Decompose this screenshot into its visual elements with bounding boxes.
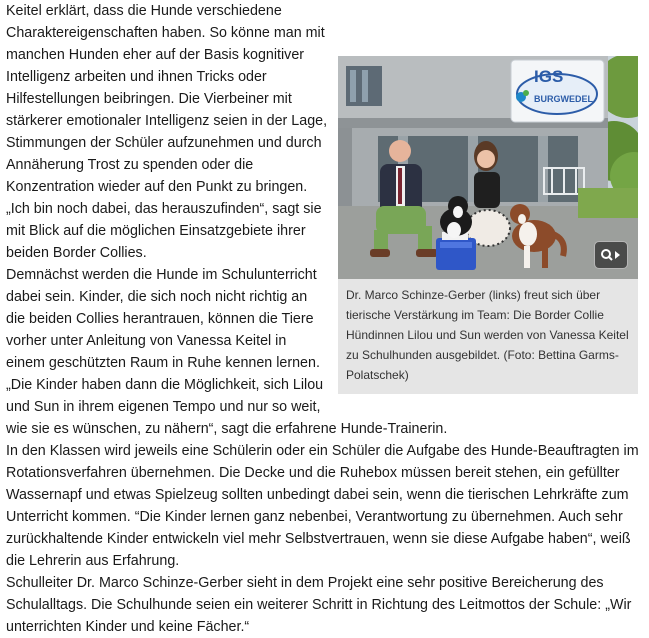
paragraph-4: Schulleiter Dr. Marco Schinze-Gerber sieht in dem Projekt eine sehr positive Bereicherung des Schulalltags. Die Schulhunde seien ein weiterer Schritt in Richtung des Leitmottos der Schule: „Wir unterrichten Kinder und keine Fächer.“ (6, 575, 632, 635)
paragraph-1: Keitel erklärt, dass die Hunde verschiedene Charaktereigenschaften haben. So könne man mit manchen Hunden eher auf der Basis kognitiver Intelligenz arbeiten und ihnen Tricks oder Hilfestellungen beibringen. Die Vierbeiner mit stärkerer emotionaler Intelligenz seien in der Lage, Stimmungen der Schüler aufzunehmen und durch Annäherung Trost zu spenden oder die Konzentration wieder auf den Punkt zu bringen. „Ich bin noch dabei, das herauszufinden“, sagt sie mit Blick auf die möglichen Einsatzgebiete ihrer beiden Border Collies. (6, 3, 328, 261)
article-figure (338, 56, 638, 394)
magnify-arrow-icon (600, 248, 622, 262)
photo-caption: Dr. Marco Schinze-Gerber (links) freut sich über tierische Verstärkung im Team: Die Border Collie Hündinnen Lilou und Sun werden von Vanessa Keitel zu Schulhunden ausgebildet. (Foto: Bettina Garms-Polatschek) (346, 288, 629, 382)
paragraph-3: In den Klassen wird jeweils eine Schülerin oder ein Schüler die Aufgabe des Hunde-Beauftragten im Rotationsverfahren übernehmen. Die Decke und die Ruhebox müssen bereit stehen, ein gefüllter Wassernapf und etwas Spielzeug sollten unbedingt dabei sein, wenn die tierischen Lehrkräfte zum Unterricht kommen. “Die Kinder lernen ganz nebenbei, Verantwortung zu übernehmen. Auch sehr zurückhaltende Kinder entwickeln viel mehr Selbstvertrauen, wenn sie diese Aufgabe haben“, weiß die Lehrerin aus Erfahrung. (6, 443, 639, 569)
zoom-button[interactable] (594, 241, 628, 269)
paragraph-2: Demnächst werden die Hunde im Schulunterricht dabei sein. Kinder, die sich noch nicht richtig an die beiden Collies herantrauen, können die Tiere vorher unter Anleitung von Vanessa Keitel in einem geschützten Raum in Ruhe kennen lernen. „Die Kinder haben dann die Möglichkeit, sich Lilou und Sun in ihrem eigenen Tempo und nur so weit, wie sie es wünschen, zu nähern“, sagt die erfahrene Hunde-Trainerin. (6, 267, 448, 437)
photo-illustration (338, 56, 638, 279)
sign-line2: BURGWEDEL (534, 94, 593, 104)
sign-line1: IGS (534, 67, 564, 86)
article-photo[interactable] (338, 56, 638, 279)
